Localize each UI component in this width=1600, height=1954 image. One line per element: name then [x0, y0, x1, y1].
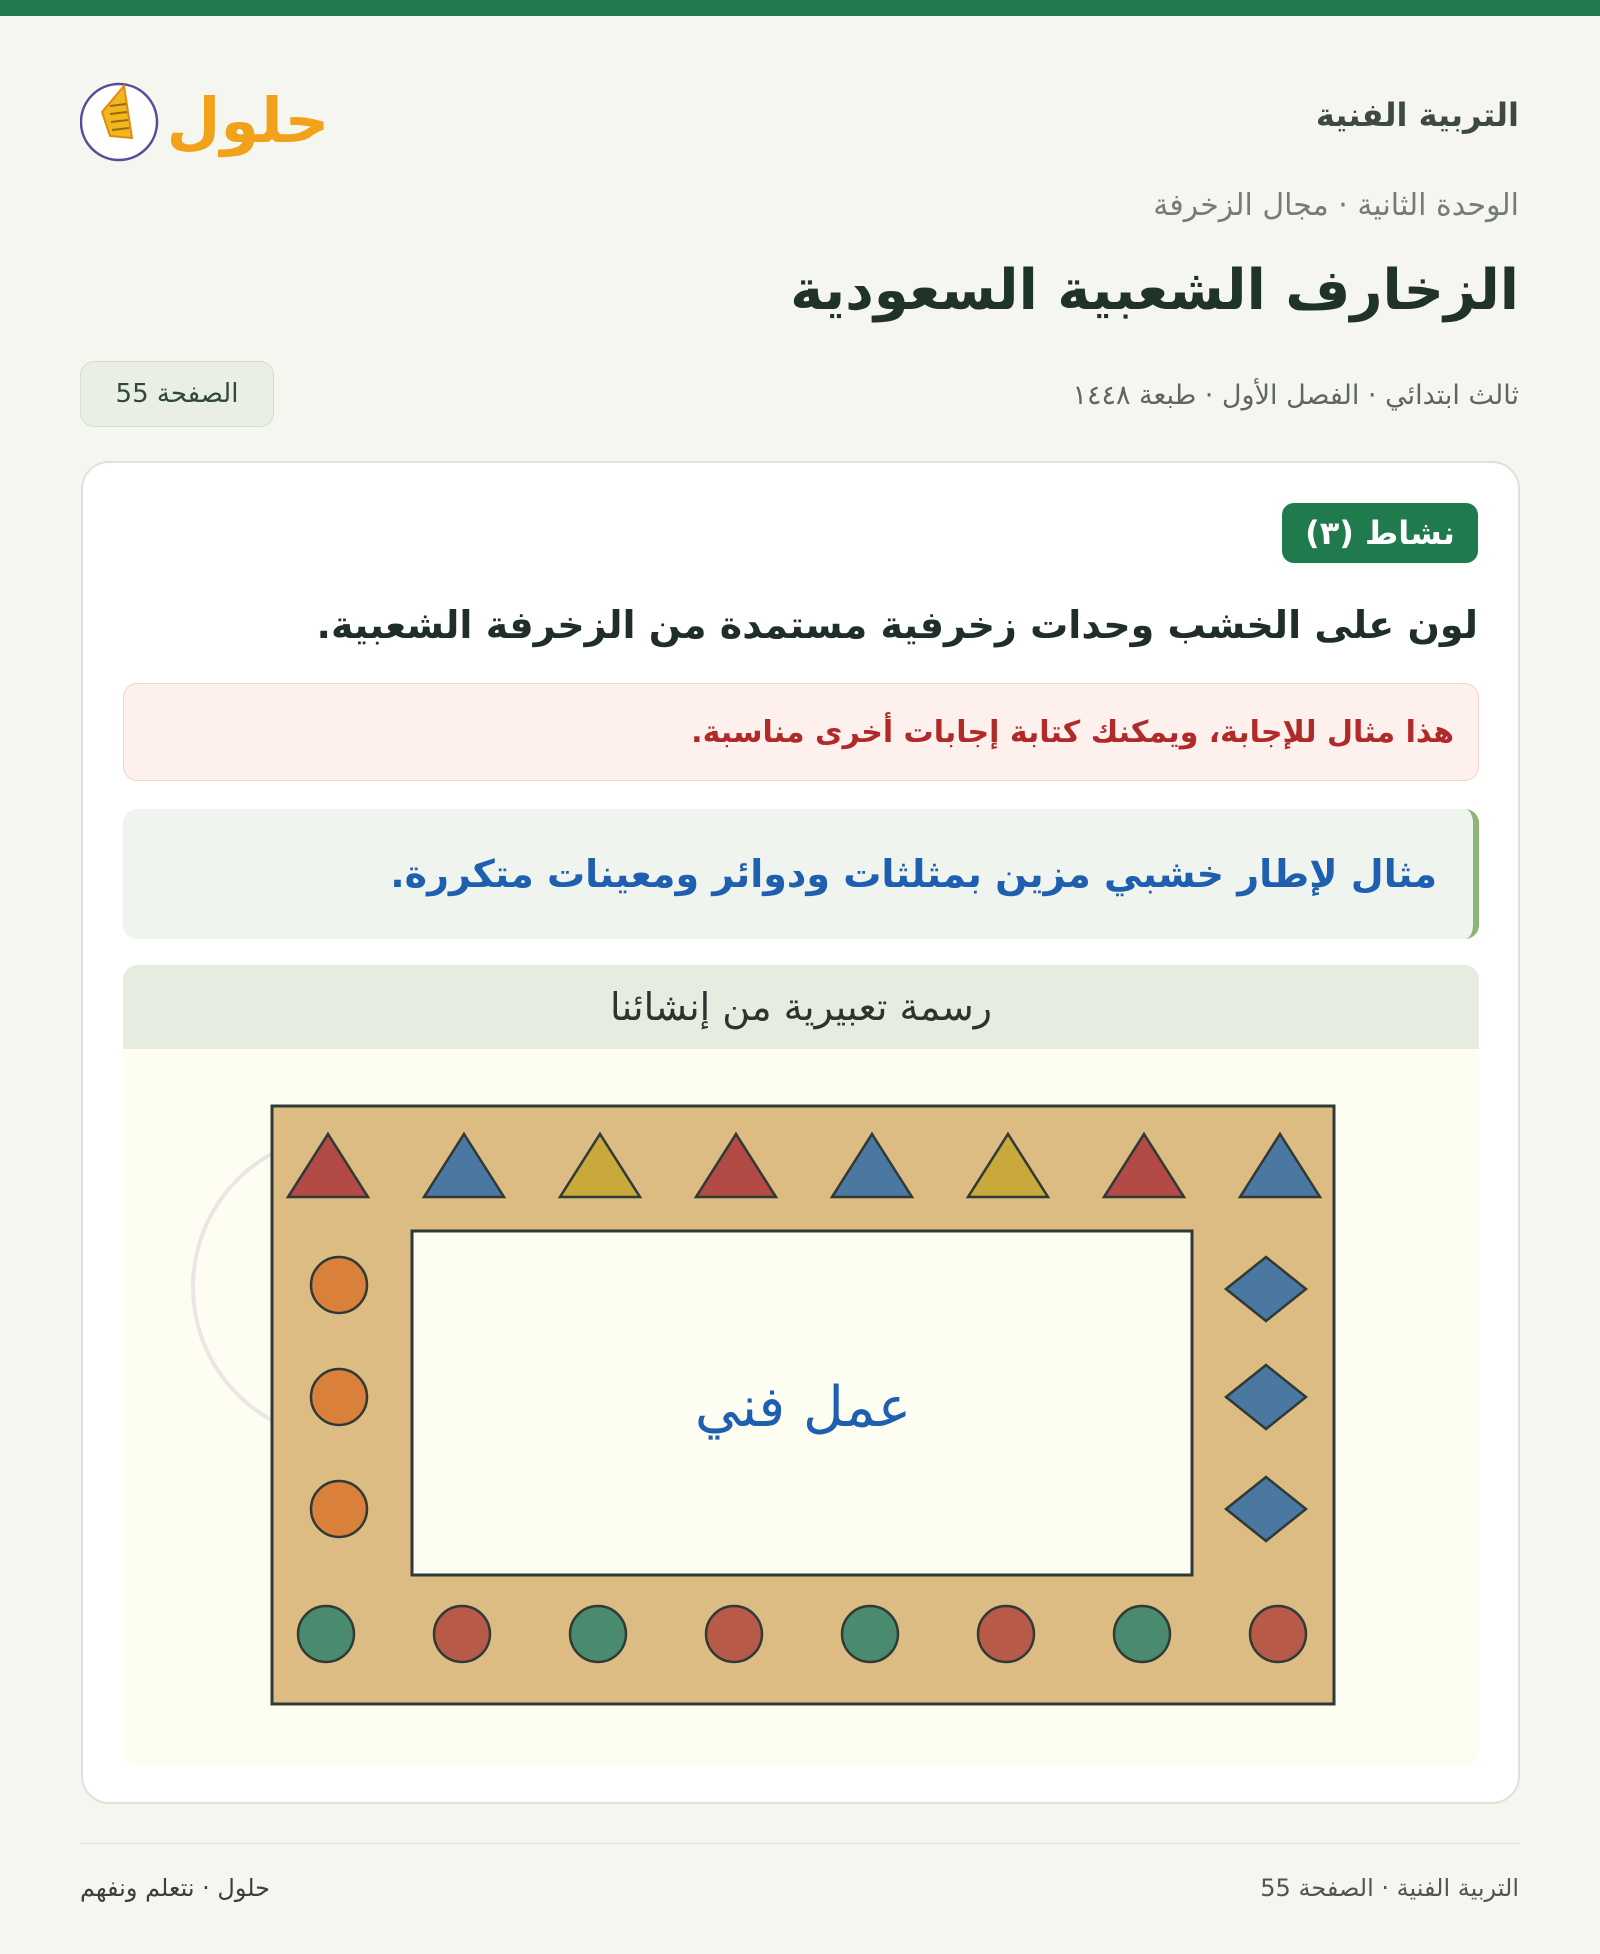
unit-line: الوحدة الثانية · مجال الزخرفة	[1153, 188, 1519, 223]
diamond-column	[1226, 1257, 1306, 1541]
footer-page-info: التربية الفنية · الصفحة 55	[1260, 1874, 1519, 1902]
drawing-area	[123, 965, 1479, 1766]
circle	[311, 1481, 367, 1537]
page-badge: الصفحة 55	[80, 361, 274, 427]
orange-circle-column	[311, 1257, 367, 1537]
artwork-label: عمل فني	[694, 1375, 912, 1440]
circle	[434, 1606, 490, 1662]
activity-card	[81, 461, 1520, 1804]
answer-box	[123, 809, 1479, 939]
meta-line: ثالث ابتدائي · الفصل الأول · طبعة ١٤٤٨	[1072, 380, 1519, 411]
circle	[978, 1606, 1034, 1662]
footer-brand[interactable]: حلول · نتعلم ونفهم	[80, 1874, 270, 1902]
circle	[706, 1606, 762, 1662]
circle	[570, 1606, 626, 1662]
note-text: هذا مثال للإجابة، ويمكنك كتابة إجابات أخرى مناسبة.	[691, 714, 1454, 750]
circle	[311, 1257, 367, 1313]
note-box	[123, 683, 1479, 781]
answer-text: مثال لإطار خشبي مزين بمثلثات ودوائر ومعينات متكررة.	[390, 852, 1437, 896]
activity-badge: نشاط (٣)	[1282, 503, 1478, 563]
circle	[298, 1606, 354, 1662]
site-logo[interactable]	[80, 62, 330, 162]
circle	[1114, 1606, 1170, 1662]
logo-wordmark: حلول	[166, 84, 330, 157]
subject-title: التربية الفنية	[1315, 96, 1519, 134]
lesson-title: الزخارف الشعبية السعودية	[790, 258, 1519, 323]
footer-divider	[80, 1843, 1520, 1844]
top-accent-bar	[0, 0, 1600, 16]
circle	[311, 1369, 367, 1425]
wooden-frame-illustration	[123, 965, 1479, 1766]
circle	[1250, 1606, 1306, 1662]
activity-question: لون على الخشب وحدات زخرفية مستمدة من الزخرفة الشعبية.	[316, 603, 1478, 647]
circle	[842, 1606, 898, 1662]
drawing-caption: رسمة تعبيرية من إنشائنا	[609, 985, 993, 1029]
